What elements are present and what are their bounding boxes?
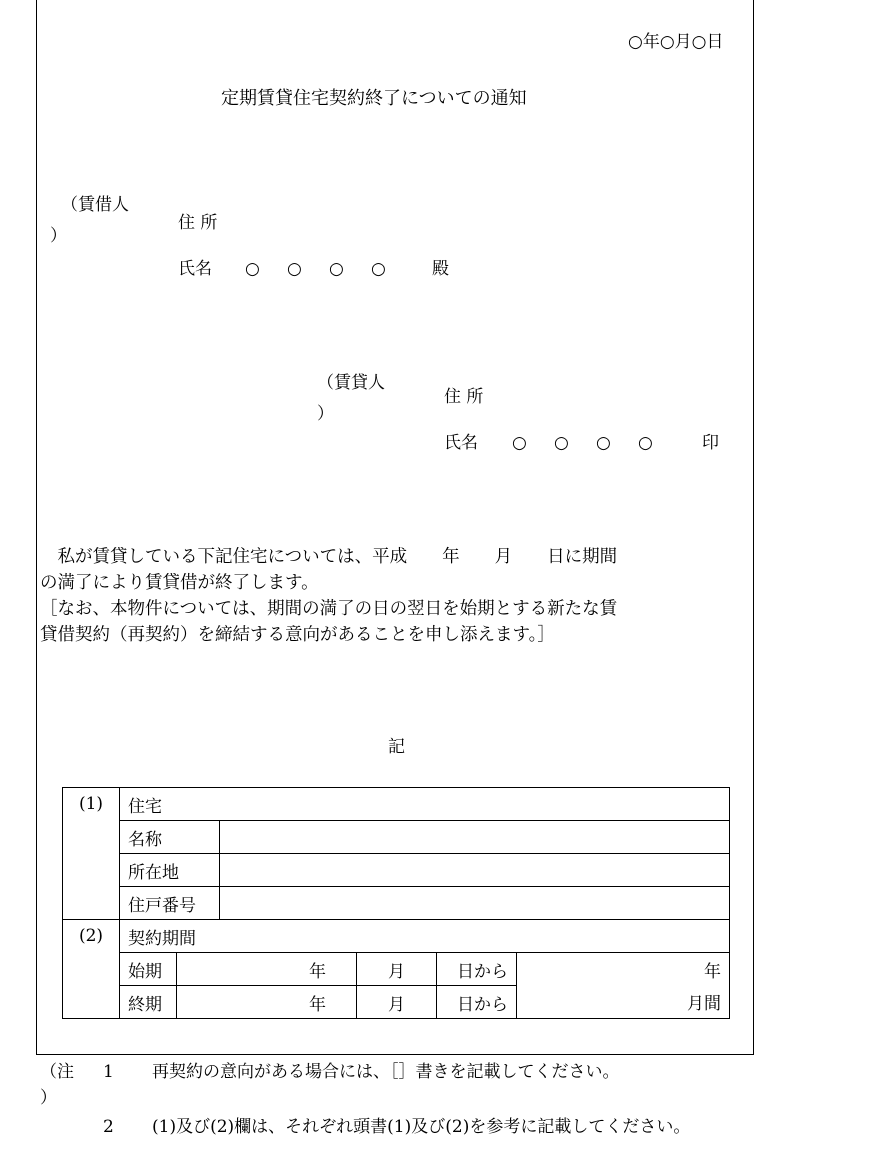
body-line: 貸借契約（再契約）を締結する意向があることを申し添えます。］ <box>40 625 555 645</box>
name-mark: ○ <box>287 259 302 279</box>
location-value <box>220 854 730 887</box>
start-year: 年 <box>177 953 357 986</box>
spacer-cell <box>63 854 120 887</box>
lessee-address-label: 住 所 <box>178 213 218 233</box>
end-year: 年 <box>177 986 357 1019</box>
end-label: 終期 <box>120 986 177 1019</box>
start-label: 始期 <box>120 953 177 986</box>
name-mark: ○ <box>245 259 260 279</box>
spacer-cell <box>63 986 120 1019</box>
lessor-name-marks <box>512 433 680 453</box>
notes-label: （注 <box>40 1062 74 1082</box>
name-mark: ○ <box>371 259 386 279</box>
name-mark: ○ <box>554 433 569 453</box>
item1-number: (1) <box>63 788 120 821</box>
item1-label: 住宅 <box>120 788 730 821</box>
name-mark: ○ <box>329 259 344 279</box>
duration-year: 年 <box>517 953 730 986</box>
name-mark: ○ <box>596 433 611 453</box>
name-label: 名称 <box>120 821 220 854</box>
end-from: 日から <box>437 986 517 1019</box>
item2-label: 契約期間 <box>120 920 730 953</box>
spacer-cell <box>63 887 120 920</box>
notes-label-close: ） <box>40 1088 57 1108</box>
notice-date: ○年○月○日 <box>628 32 724 52</box>
note-1-number: 1 <box>103 1062 114 1082</box>
unit-number-value <box>220 887 730 920</box>
lessor-name-label: 氏名 <box>444 433 478 453</box>
location-label: 所在地 <box>120 854 220 887</box>
name-value <box>220 821 730 854</box>
unit-number-label: 住戸番号 <box>120 887 220 920</box>
lessor-label-close: ） <box>317 404 334 424</box>
item2-number: (2) <box>63 920 120 953</box>
honorific: 殿 <box>432 259 449 279</box>
start-month: 月 <box>357 953 437 986</box>
note-2-text: (1)及び(2)欄は、それぞれ頭書(1)及び(2)を参考に記載してください。 <box>152 1117 691 1137</box>
record-table <box>62 787 730 1019</box>
body-line: ［なお、本物件については、期間の満了の日の翌日を始期とする新たな賃 <box>40 599 618 619</box>
lessor-address-label: 住 所 <box>444 387 484 407</box>
document-title: 定期賃貸住宅契約終了についての通知 <box>221 88 527 109</box>
spacer-cell <box>63 821 120 854</box>
name-mark: ○ <box>638 433 653 453</box>
lessor-label: （賃貸人 <box>317 373 385 393</box>
body-line: の満了により賃貸借が終了します。 <box>40 573 319 593</box>
note-1-text: 再契約の意向がある場合には、［］書きを記載してください。 <box>152 1062 620 1082</box>
lessee-name-label: 氏名 <box>178 259 212 279</box>
body-line: 私が賃貸している下記住宅については、平成 年 月 日に期間 <box>57 547 618 567</box>
start-from: 日から <box>437 953 517 986</box>
lessee-name-marks <box>245 259 413 279</box>
spacer-cell <box>63 953 120 986</box>
seal-mark: 印 <box>702 433 719 453</box>
lessee-label-close: ） <box>50 226 67 246</box>
ki-heading: 記 <box>388 737 405 757</box>
body-paragraph <box>40 544 750 648</box>
note-2-number: 2 <box>103 1117 114 1137</box>
end-month: 月 <box>357 986 437 1019</box>
name-mark: ○ <box>512 433 527 453</box>
duration-month: 月間 <box>517 986 730 1019</box>
lessee-label: （賃借人 <box>61 195 129 215</box>
